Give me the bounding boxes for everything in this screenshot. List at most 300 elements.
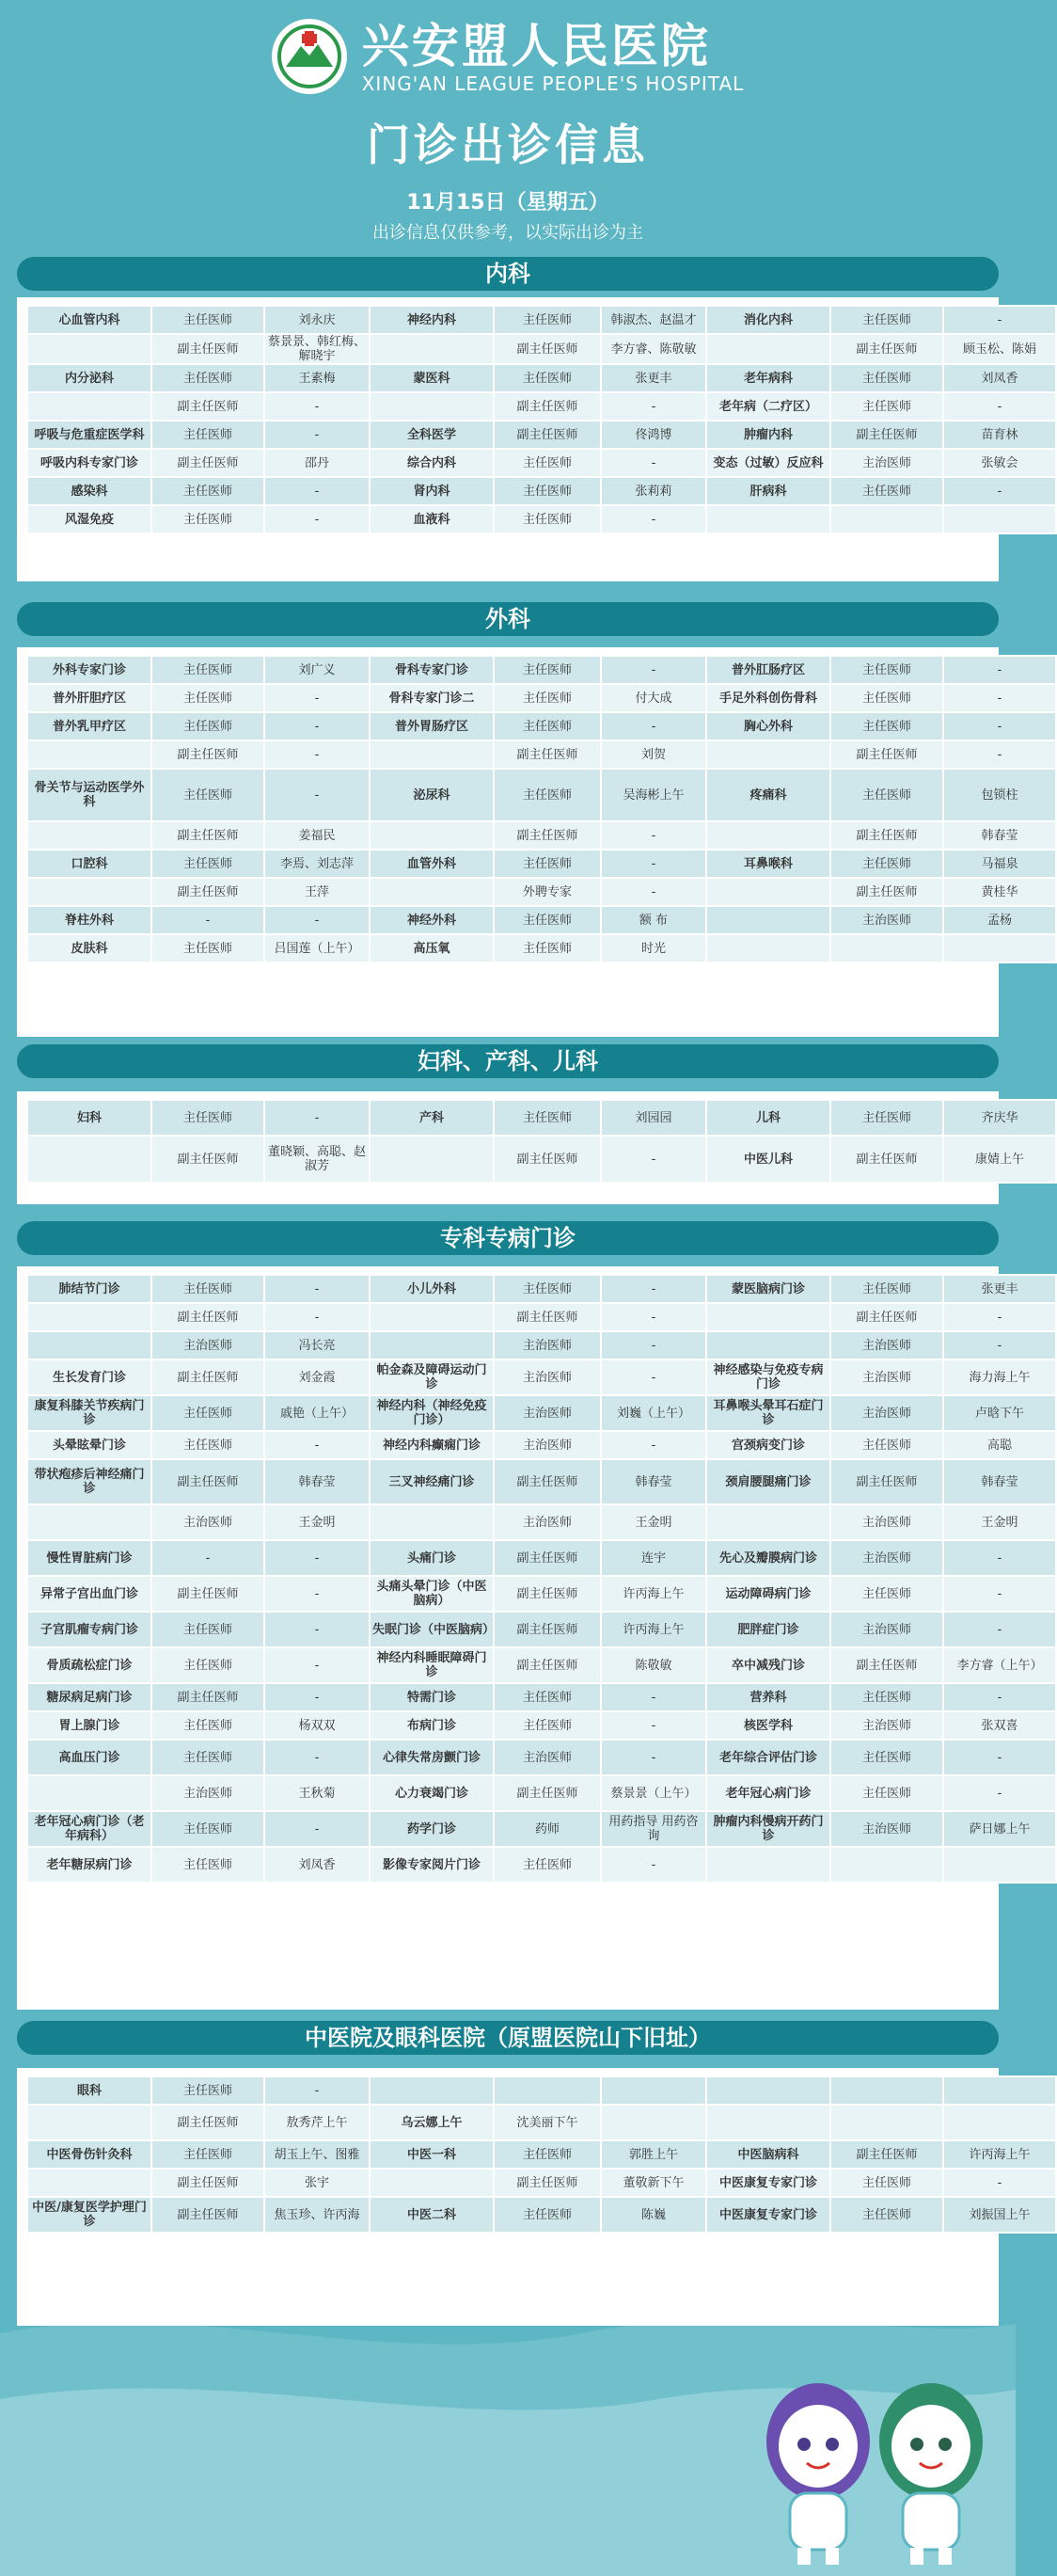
title-cell: 副主任医师 [494,1775,601,1811]
title-cell: 主任医师 [151,1647,264,1683]
title-cell: - [151,1540,264,1576]
table-row [27,1711,1056,1740]
title-cell: 主治医师 [830,1504,943,1540]
hospital-logo-icon [272,19,347,94]
table-row [27,1331,1056,1360]
department-cell [370,1331,494,1360]
title-cell: 主任医师 [830,1775,943,1811]
doctor-cell: - [601,1360,706,1395]
department-cell: 肿瘤内科慢病开药门诊 [706,1811,830,1847]
department-cell: 心律失常房颤门诊 [370,1740,494,1775]
department-cell: 血液科 [370,505,494,533]
doctor-cell: 王萍 [264,878,370,906]
doctor-cell: - [264,1811,370,1847]
department-cell: 营养科 [706,1683,830,1711]
title-cell: 主任医师 [494,656,601,684]
department-cell [706,1847,830,1883]
doctor-cell: 许丙海上午 [943,2140,1056,2169]
department-cell: 肝病科 [706,477,830,505]
title-cell: 副主任医师 [151,334,264,364]
title-cell: 副主任医师 [151,878,264,906]
doctor-cell: - [601,850,706,878]
table-row [27,821,1056,850]
doctor-cell: 吴海彬上午 [601,769,706,821]
title-cell: 主治医师 [151,1775,264,1811]
title-cell: 副主任医师 [151,1683,264,1711]
department-cell: 中医骨伤针灸科 [27,2140,151,2169]
doctor-cell: 董晓颖、高聪、赵淑芳 [264,1136,370,1183]
title-cell: 副主任医师 [151,449,264,477]
title-cell: 副主任医师 [494,334,601,364]
title-cell: 副主任医师 [830,334,943,364]
department-cell [370,821,494,850]
doctor-cell: - [264,769,370,821]
title-cell: 主任医师 [151,477,264,505]
schedule-table [26,655,1057,963]
title-cell: 主任医师 [151,1811,264,1847]
title-cell: 主任医师 [830,1275,943,1303]
department-cell: 宫颈病变门诊 [706,1431,830,1459]
table-row [27,712,1056,740]
title-cell: 主任医师 [151,421,264,449]
title-cell: 副主任医师 [830,1303,943,1331]
doctor-cell: 张宇 [264,2169,370,2197]
department-cell: 呼吸内科专家门诊 [27,449,151,477]
department-cell: 子宫肌瘤专病门诊 [27,1612,151,1647]
department-cell [27,2105,151,2140]
title-cell: 主治医师 [494,1740,601,1775]
department-cell [27,821,151,850]
title-cell: 副主任医师 [151,1459,264,1504]
title-cell: 副主任医师 [494,1540,601,1576]
title-cell: 主任医师 [494,712,601,740]
doctor-cell: 韩春莹 [943,1459,1056,1504]
doctor-cell [943,2105,1056,2140]
title-cell: 主治医师 [830,1612,943,1647]
table-row [27,1775,1056,1811]
department-cell: 神经内科（神经免疫门诊） [370,1395,494,1431]
title-cell: 主治医师 [151,1331,264,1360]
title-cell: 主任医师 [830,477,943,505]
title-cell: 副主任医师 [830,821,943,850]
title-cell: 主任医师 [494,364,601,392]
table-row [27,1136,1056,1183]
table-row [27,769,1056,821]
department-cell: 胃上腺门诊 [27,1711,151,1740]
department-cell: 综合内科 [370,449,494,477]
department-cell: 高血压门诊 [27,1740,151,1775]
department-cell: 呼吸与危重症医学科 [27,421,151,449]
title-cell: 主任医师 [830,2197,943,2233]
department-cell [27,1331,151,1360]
doctor-cell: 齐庆华 [943,1100,1056,1136]
table-row [27,334,1056,364]
doctor-cell: 付大成 [601,684,706,712]
table-row [27,850,1056,878]
doctor-cell: - [264,421,370,449]
title-cell: 主任医师 [830,656,943,684]
title-cell: 主任医师 [151,684,264,712]
title-cell: 副主任医师 [151,2169,264,2197]
title-cell: 主任医师 [494,1275,601,1303]
department-cell [27,878,151,906]
doctor-cell: - [943,1775,1056,1811]
department-cell: 肥胖症门诊 [706,1612,830,1647]
doctor-cell: 顾玉松、陈娟 [943,334,1056,364]
department-cell [370,392,494,421]
doctor-cell: - [264,906,370,934]
doctor-cell: 卢晗下午 [943,1395,1056,1431]
title-cell: 主任医师 [151,1740,264,1775]
table-row [27,2076,1056,2105]
department-cell [27,740,151,769]
title-cell: 主任医师 [151,1612,264,1647]
title-cell: 主任医师 [494,769,601,821]
department-cell: 蒙医科 [370,364,494,392]
doctor-cell: - [943,1740,1056,1775]
table-row [27,934,1056,962]
doctor-cell [943,505,1056,533]
title-cell: 主治医师 [494,1431,601,1459]
title-cell: 副主任医师 [494,1647,601,1683]
title-cell: 副主任医师 [494,740,601,769]
doctor-cell [943,2076,1056,2105]
title-cell: 主任医师 [151,769,264,821]
doctor-cell: 黄桂华 [943,878,1056,906]
department-cell: 泌尿科 [370,769,494,821]
title-cell: 主任医师 [494,505,601,533]
title-cell: 副主任医师 [151,1303,264,1331]
doctor-cell: - [264,477,370,505]
title-cell: 副主任医师 [830,740,943,769]
doctor-cell: 王素梅 [264,364,370,392]
title-cell: 副主任医师 [494,821,601,850]
table-row [27,1740,1056,1775]
page-header [0,19,1016,244]
department-cell: 心力衰竭门诊 [370,1775,494,1811]
department-cell: 核医学科 [706,1711,830,1740]
department-cell: 骨科专家门诊 [370,656,494,684]
department-cell: 慢性胃脏病门诊 [27,1540,151,1576]
department-cell: 神经内科 [370,306,494,334]
doctor-cell: - [264,1612,370,1647]
department-cell [706,1303,830,1331]
department-cell: 中医一科 [370,2140,494,2169]
doctor-cell: - [601,656,706,684]
doctor-cell: - [601,392,706,421]
department-cell: 中医儿科 [706,1136,830,1183]
doctor-cell: - [601,449,706,477]
department-cell: 耳鼻喉头晕耳石症门诊 [706,1395,830,1431]
doctor-cell: 邵丹 [264,449,370,477]
doctor-cell: 姜福民 [264,821,370,850]
hospital-name-en: XING'AN LEAGUE PEOPLE'S HOSPITAL [361,72,745,95]
department-cell: 头痛头晕门诊（中医脑病） [370,1576,494,1612]
department-cell: 全科医学 [370,421,494,449]
department-cell: 带状疱疹后神经痛门诊 [27,1459,151,1504]
department-cell: 颈肩腰腿痛门诊 [706,1459,830,1504]
department-cell: 肾内科 [370,477,494,505]
table-row [27,2105,1056,2140]
doctor-cell: 额 布 [601,906,706,934]
section-title-bar: 专科专病门诊 [17,1221,999,1255]
department-cell [706,1504,830,1540]
title-cell: 主任医师 [151,2140,264,2169]
title-cell: 主任医师 [830,1576,943,1612]
title-cell: 主任医师 [830,364,943,392]
title-cell: 主任医师 [830,712,943,740]
title-cell: 主任医师 [494,2197,601,2233]
doctor-cell: - [601,1431,706,1459]
title-cell: 主任医师 [494,1683,601,1711]
doctor-cell: 敖秀芹上午 [264,2105,370,2140]
doctor-cell: - [601,712,706,740]
department-cell: 普外肛肠疗区 [706,656,830,684]
title-cell: 副主任医师 [151,2197,264,2233]
doctor-cell: - [264,684,370,712]
title-cell [830,1847,943,1883]
doctor-cell: 张莉莉 [601,477,706,505]
table-row [27,1647,1056,1683]
title-cell: - [151,906,264,934]
section-title-bar: 外科 [17,602,999,636]
department-cell: 中医脑病科 [706,2140,830,2169]
department-cell: 胸心外科 [706,712,830,740]
title-cell: 副主任医师 [830,421,943,449]
title-cell: 主任医师 [494,1100,601,1136]
title-cell: 主任医师 [494,449,601,477]
department-cell: 生长发育门诊 [27,1360,151,1395]
department-cell: 中医/康复医学护理门诊 [27,2197,151,2233]
schedule-table [26,2075,1057,2234]
table-row [27,878,1056,906]
department-cell: 肺结节门诊 [27,1275,151,1303]
title-cell: 主治医师 [830,1331,943,1360]
table-row [27,505,1056,533]
doctor-cell: 张更丰 [601,364,706,392]
schedule-table [26,1099,1057,1184]
table-row [27,1360,1056,1395]
doctor-cell: - [943,1331,1056,1360]
table-row [27,1540,1056,1576]
department-cell: 脊柱外科 [27,906,151,934]
table-row [27,1303,1056,1331]
table-row [27,1395,1056,1431]
doctor-cell: 蔡景景、韩红梅、解晓宇 [264,334,370,364]
department-cell: 乌云娜上午 [370,2105,494,2140]
mascot-illustration [752,2371,997,2568]
title-cell: 外聘专家 [494,878,601,906]
department-cell: 感染科 [27,477,151,505]
doctor-cell: - [264,1100,370,1136]
title-cell: 主任医师 [830,769,943,821]
doctor-cell: - [601,1136,706,1183]
title-cell: 主任医师 [830,850,943,878]
department-cell: 异常子宫出血门诊 [27,1576,151,1612]
title-cell: 药师 [494,1811,601,1847]
doctor-cell: 张双喜 [943,1711,1056,1740]
title-cell: 副主任医师 [494,1612,601,1647]
department-cell: 内分泌科 [27,364,151,392]
doctor-cell: - [264,712,370,740]
doctor-cell: 刘园园 [601,1100,706,1136]
department-cell [706,2076,830,2105]
department-cell: 骨关节与运动医学外科 [27,769,151,821]
doctor-cell: 包锁柱 [943,769,1056,821]
doctor-cell: - [943,477,1056,505]
doctor-cell: 刘凤香 [264,1847,370,1883]
department-cell: 特需门诊 [370,1683,494,1711]
table-row [27,477,1056,505]
doctor-cell: - [943,740,1056,769]
table-row [27,656,1056,684]
schedule-note: 出诊信息仅供参考，以实际出诊为主 [372,223,643,243]
title-cell: 副主任医师 [151,821,264,850]
doctor-cell: - [943,656,1056,684]
department-cell: 中医康复专家门诊 [706,2169,830,2197]
title-cell: 副主任医师 [494,1459,601,1504]
title-cell: 主任医师 [151,1100,264,1136]
title-cell: 副主任医师 [494,1576,601,1612]
department-cell: 先心及瓣膜病门诊 [706,1540,830,1576]
title-cell: 主治医师 [830,1540,943,1576]
doctor-cell: 韩春莹 [943,821,1056,850]
doctor-cell: 海力海上午 [943,1360,1056,1395]
title-cell: 主任医师 [151,1395,264,1431]
doctor-cell: - [264,1683,370,1711]
doctor-cell: 韩淑杰、赵温才 [601,306,706,334]
department-cell: 普外乳甲疗区 [27,712,151,740]
title-cell: 主治医师 [830,1360,943,1395]
department-cell: 中医二科 [370,2197,494,2233]
doctor-cell: - [601,1847,706,1883]
doctor-cell: 王金明 [264,1504,370,1540]
title-cell: 主任医师 [494,1711,601,1740]
title-cell: 主任医师 [830,306,943,334]
table-row [27,1847,1056,1883]
table-row [27,392,1056,421]
title-cell [830,2076,943,2105]
doctor-cell: 刘巍（上午） [601,1395,706,1431]
doctor-cell: 用药指导 用药咨询 [601,1811,706,1847]
title-cell: 主任医师 [830,1431,943,1459]
doctor-cell: - [943,392,1056,421]
department-cell: 耳鼻喉科 [706,850,830,878]
department-cell [370,1136,494,1183]
doctor-cell: 萨日娜上午 [943,1811,1056,1847]
department-cell: 普外肝胆疗区 [27,684,151,712]
title-cell: 主任医师 [830,1683,943,1711]
title-cell: 沈美丽下午 [494,2105,601,2140]
department-cell: 口腔科 [27,850,151,878]
doctor-cell: - [264,740,370,769]
doctor-cell: - [264,505,370,533]
title-cell: 主治医师 [151,1504,264,1540]
doctor-cell: - [601,1711,706,1740]
title-cell: 主任医师 [830,1740,943,1775]
department-cell: 三叉神经痛门诊 [370,1459,494,1504]
table-row [27,906,1056,934]
title-cell: 主任医师 [830,2169,943,2197]
department-cell: 卒中减残门诊 [706,1647,830,1683]
department-cell: 风湿免疫 [27,505,151,533]
doctor-cell: - [601,1275,706,1303]
doctor-cell: 蔡景景（上午） [601,1775,706,1811]
department-cell: 头晕眩晕门诊 [27,1431,151,1459]
department-cell [27,334,151,364]
table-row [27,306,1056,334]
title-cell: 主任医师 [494,906,601,934]
department-cell: 普外胃肠疗区 [370,712,494,740]
doctor-cell: 杨双双 [264,1711,370,1740]
table-row [27,1504,1056,1540]
doctor-cell: 王金明 [943,1504,1056,1540]
department-cell: 产科 [370,1100,494,1136]
schedule-table [26,1274,1057,1884]
title-cell: 主治医师 [830,449,943,477]
title-cell: 主治医师 [494,1395,601,1431]
doctor-cell: 刘广义 [264,656,370,684]
title-cell: 副主任医师 [151,392,264,421]
doctor-cell: - [264,1431,370,1459]
department-cell: 失眠门诊（中医脑病） [370,1612,494,1647]
department-cell: 药学门诊 [370,1811,494,1847]
department-cell [370,1303,494,1331]
doctor-cell: 陈巍 [601,2197,706,2233]
table-row [27,740,1056,769]
department-cell: 头痛门诊 [370,1540,494,1576]
department-cell: 蒙医脑病门诊 [706,1275,830,1303]
doctor-cell: - [943,1612,1056,1647]
title-cell: 副主任医师 [151,740,264,769]
doctor-cell: - [601,878,706,906]
department-cell: 血管外科 [370,850,494,878]
doctor-cell: 刘振国上午 [943,2197,1056,2233]
doctor-cell: - [601,1683,706,1711]
department-cell: 老年病（二疗区） [706,392,830,421]
title-cell: 副主任医师 [494,392,601,421]
doctor-cell: 王金明 [601,1504,706,1540]
department-cell: 康复科膝关节疾病门诊 [27,1395,151,1431]
title-cell: 主任医师 [151,364,264,392]
table-row [27,684,1056,712]
department-cell [370,2076,494,2105]
doctor-cell [943,934,1056,962]
doctor-cell: 胡玉上午、图雅 [264,2140,370,2169]
title-cell: 主治医师 [830,1811,943,1847]
department-cell [370,334,494,364]
title-cell: 主任医师 [494,2140,601,2169]
doctor-cell: - [943,1576,1056,1612]
title-cell: 主治医师 [494,1331,601,1360]
department-cell: 老年冠心病门诊 [706,1775,830,1811]
title-cell: 主治医师 [830,1711,943,1740]
department-cell: 手足外科创伤骨科 [706,684,830,712]
department-cell [706,906,830,934]
table-row [27,1431,1056,1459]
title-cell: 主任医师 [151,934,264,962]
department-cell: 神经外科 [370,906,494,934]
doctor-cell: - [943,1540,1056,1576]
title-cell [830,2105,943,2140]
department-cell: 外科专家门诊 [27,656,151,684]
department-cell: 布病门诊 [370,1711,494,1740]
doctor-cell: - [943,712,1056,740]
title-cell: 主任医师 [494,934,601,962]
title-cell: 主任医师 [494,1847,601,1883]
department-cell [706,821,830,850]
department-cell [706,740,830,769]
